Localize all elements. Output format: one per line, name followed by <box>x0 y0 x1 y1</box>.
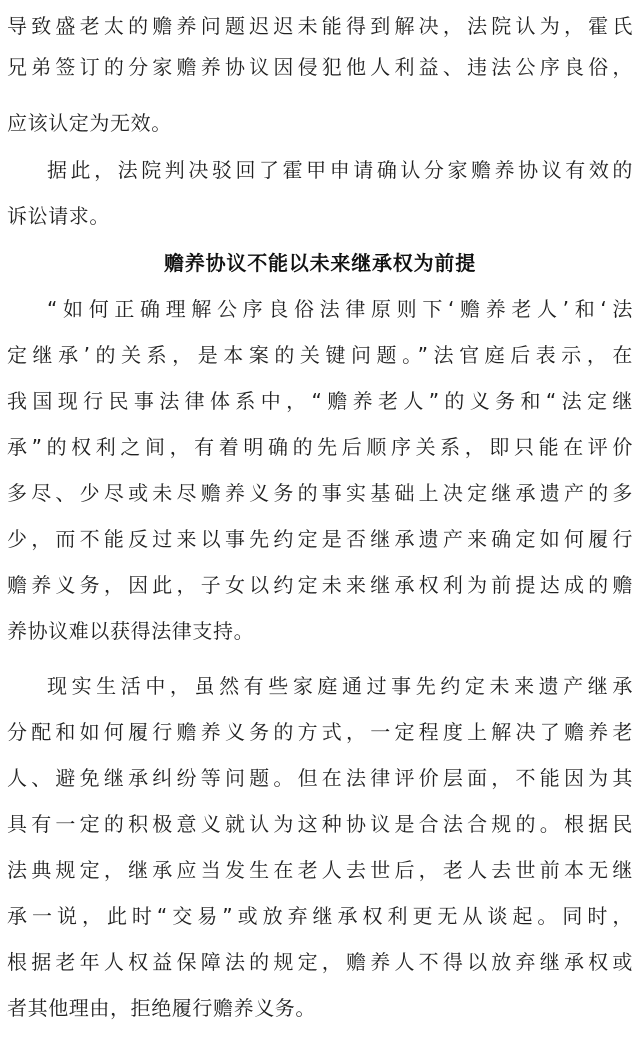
paragraph-1-line-2: 兄弟签订的分家赡养协议因侵犯他人利益、违法公序良俗， <box>7 55 633 79</box>
paragraph-3-line-2: 定继承’的关系，是本案的关键问题。”法官庭后表示，在 <box>7 343 633 367</box>
paragraph-4-line-2: 分配和如何履行赡养义务的方式，一定程度上解决了赡养老 <box>7 720 633 744</box>
paragraph-3-line-1: “如何正确理解公序良俗法律原则下‘赡养老人’和‘法 <box>47 297 633 321</box>
paragraph-4-line-7: 根据老年人权益保障法的规定，赡养人不得以放弃继承权或 <box>7 950 633 974</box>
paragraph-3-line-4: 承”的权利之间，有着明确的先后顺序关系，即只能在评价 <box>7 435 633 459</box>
paragraph-1-line-1: 导致盛老太的赡养问题迟迟未能得到解决，法院认为，霍氏 <box>7 14 633 38</box>
paragraph-3-line-6: 少，而不能反过来以事先约定是否继承遗产来确定如何履行 <box>7 527 633 551</box>
paragraph-3-line-3: 我国现行民事法律体系中，“赡养老人”的义务和“法定继 <box>7 389 633 413</box>
paragraph-3-line-8: 养协议难以获得法律支持。 <box>7 619 255 643</box>
paragraph-3-line-7: 赡养义务，因此，子女以约定未来继承权利为前提达成的赡 <box>7 573 633 597</box>
paragraph-1-line-3: 应该认定为无效。 <box>7 111 172 135</box>
paragraph-4-line-8: 者其他理由，拒绝履行赡养义务。 <box>7 996 316 1020</box>
paragraph-2-line-2: 诉讼请求。 <box>7 204 110 228</box>
paragraph-4-line-6: 承一说，此时“交易”或放弃继承权利更无从谈起。同时， <box>7 904 633 928</box>
paragraph-4-line-3: 人、避免继承纠纷等问题。但在法律评价层面，不能因为其 <box>7 766 633 790</box>
paragraph-2-line-1: 据此，法院判决驳回了霍甲申请确认分家赡养协议有效的 <box>47 158 633 182</box>
paragraph-3-line-5: 多尽、少尽或未尽赡养义务的事实基础上决定继承遗产的多 <box>7 481 633 505</box>
paragraph-4-line-1: 现实生活中，虽然有些家庭通过事先约定未来遗产继承 <box>47 674 633 698</box>
section-heading: 赡养协议不能以未来继承权为前提 <box>164 251 476 275</box>
paragraph-4-line-5: 法典规定，继承应当发生在老人去世后，老人去世前本无继 <box>7 858 633 882</box>
paragraph-4-line-4: 具有一定的积极意义就认为这种协议是合法合规的。根据民 <box>7 812 633 836</box>
